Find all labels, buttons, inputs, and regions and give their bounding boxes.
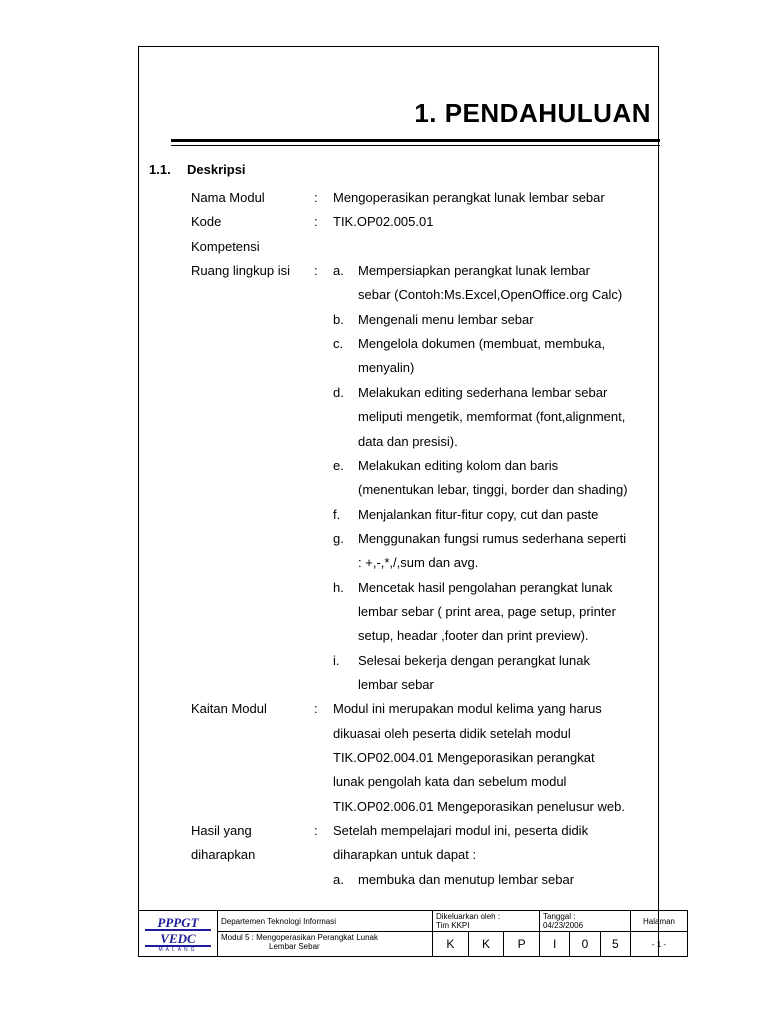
list-item-continued: meliputi mengetik, memformat (font,alignment, [358, 409, 626, 424]
list-letter: c. [333, 336, 344, 351]
list-item-text: Mengenali menu lembar sebar [358, 312, 534, 327]
field-colon: : [314, 263, 318, 278]
title-rule-thin [171, 145, 660, 146]
field-label: Kaitan Modul [191, 701, 267, 716]
field-colon: : [314, 214, 318, 229]
list-item-text: Melakukan editing sederhana lembar sebar [358, 385, 608, 400]
field-label: Nama Modul [191, 190, 265, 205]
field-value: TIK.OP02.005.01 [333, 214, 434, 229]
code-cell: 5 [600, 932, 630, 957]
code-cell: P [504, 932, 540, 957]
code-cell: I [540, 932, 570, 957]
code-cell: K [468, 932, 504, 957]
list-letter: e. [333, 458, 344, 473]
list-letter: f. [333, 507, 341, 522]
footer-issued [433, 911, 540, 932]
list-letter: g. [333, 531, 344, 546]
title-rule-thick [171, 139, 660, 142]
footer-issued-by: Tim KKPI [436, 921, 470, 930]
list-letter: a. [333, 872, 344, 887]
field-value-continued: TIK.OP02.004.01 Mengeporasikan perangkat [333, 750, 595, 765]
logo-text-mid: VEDC [145, 932, 211, 947]
code-cell: K [433, 932, 469, 957]
list-letter: h. [333, 580, 344, 595]
list-item-text: Mencetak hasil pengolahan perangkat lunak [358, 580, 613, 595]
footer-date [540, 911, 631, 932]
list-letter: i. [333, 653, 340, 668]
field-label: Kode [191, 214, 222, 229]
list-item-text: Selesai bekerja dengan perangkat lunak [358, 653, 591, 668]
field-label: diharapkan [191, 847, 256, 862]
footer-dept: Departemen Teknologi Informasi [218, 911, 433, 932]
field-label: Kompetensi [191, 239, 260, 254]
field-value: diharapkan untuk dapat : [333, 847, 477, 862]
list-item-continued: menyalin) [358, 360, 415, 375]
code-cell: 0 [570, 932, 600, 957]
footer-page-number: - 1 - [631, 932, 688, 957]
section-title: Deskripsi [187, 162, 246, 177]
field-label: Ruang lingkup isi [191, 263, 291, 278]
list-letter: a. [333, 263, 344, 278]
list-item-continued: lembar sebar ( print area, page setup, printer [358, 604, 616, 619]
logo-text-top: PPPGT [145, 916, 211, 931]
list-item-continued: setup, headar ,footer dan print preview). [358, 628, 589, 643]
footer-issued-label: Dikeluarkan oleh : [436, 912, 501, 921]
institution-logo [139, 911, 218, 957]
list-item-text: Melakukan editing kolom dan baris [358, 458, 559, 473]
footer-module [218, 932, 433, 957]
list-item-continued: lembar sebar [358, 677, 434, 692]
field-colon: : [314, 823, 318, 838]
list-item-text: Menggunakan fungsi rumus sederhana seperti [358, 531, 627, 546]
list-item-continued: : +,-,*,/,sum dan avg. [358, 555, 479, 570]
footer-module-line1: Modul 5 : Mengoperasikan Perangkat Lunak [221, 933, 378, 942]
field-value: Mengoperasikan perangkat lunak lembar sebar [333, 190, 605, 205]
field-value-continued: dikuasai oleh peserta didik setelah modul [333, 726, 571, 741]
list-item-continued: (menentukan lebar, tinggi, border dan shading) [358, 482, 628, 497]
footer-date-label: Tanggal : [543, 912, 576, 921]
list-item-text: Menjalankan fitur-fitur copy, cut dan paste [358, 507, 599, 522]
list-letter: b. [333, 312, 344, 327]
footer-page-label: Halaman [631, 911, 688, 932]
field-colon: : [314, 190, 318, 205]
list-item-text: Mengelola dokumen (membuat, membuka, [358, 336, 606, 351]
section-number: 1.1. [149, 162, 171, 177]
list-item-text: membuka dan menutup lembar sebar [358, 872, 575, 887]
field-label: Hasil yang [191, 823, 252, 838]
list-item-continued: data dan presisi). [358, 434, 458, 449]
field-value-continued: lunak pengolah kata dan sebelum modul [333, 774, 567, 789]
footer-table [138, 910, 688, 957]
list-letter: d. [333, 385, 344, 400]
footer-module-line2: Lembar Sebar [269, 942, 320, 951]
list-item-continued: sebar (Contoh:Ms.Excel,OpenOffice.org Calc) [358, 287, 623, 302]
field-value: Setelah mempelajari modul ini, peserta didik [333, 823, 589, 838]
section-heading [149, 162, 246, 177]
field-colon: : [314, 701, 318, 716]
field-value-continued: TIK.OP02.006.01 Mengeporasikan penelusur web. [333, 799, 625, 814]
field-value: Modul ini merupakan modul kelima yang harus [333, 701, 602, 716]
footer-date-value: 04/23/2006 [543, 921, 584, 930]
list-item-text: Mempersiapkan perangkat lunak lembar [358, 263, 590, 278]
logo-text-sub: MALANG [158, 946, 198, 953]
chapter-title: 1. PENDAHULUAN [414, 98, 651, 128]
